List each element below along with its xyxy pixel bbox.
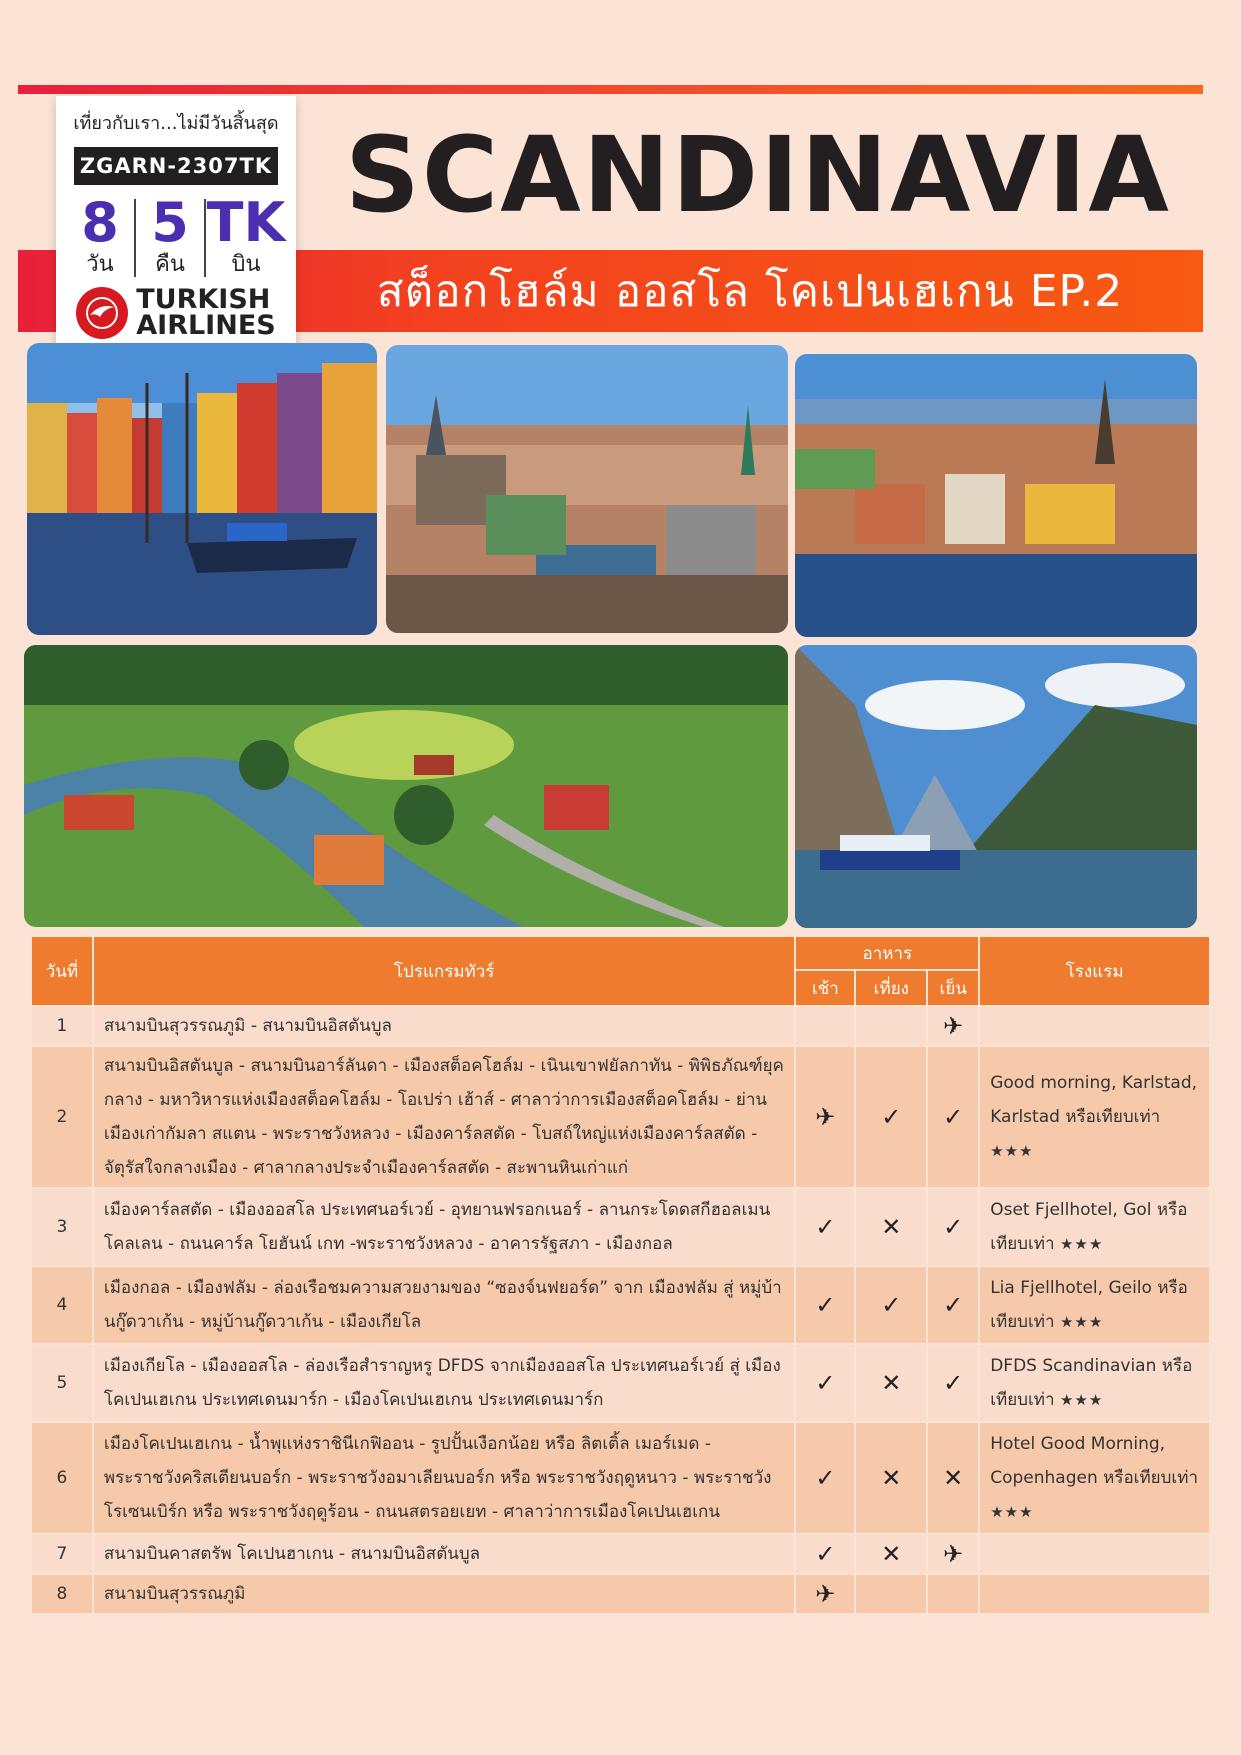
days-value: 8 — [81, 191, 119, 254]
day-cell: 3 — [31, 1188, 93, 1266]
header-hotel: โรงแรม — [979, 936, 1210, 1006]
lunch-cell: ✕ — [855, 1344, 927, 1422]
day-cell: 6 — [31, 1422, 93, 1534]
airline-logo — [56, 284, 296, 341]
hotel-name: Lia Fjellhotel, Geilo หรือเทียบเท่า — [990, 1278, 1188, 1332]
tour-badge — [56, 96, 296, 368]
nights-stat — [136, 193, 204, 279]
dinner-cell — [927, 1574, 979, 1614]
program-cell: สนามบินสุวรรณภูมิ - สนามบินอิสตันบูล — [93, 1006, 796, 1046]
table-row — [31, 1006, 1210, 1046]
stockholm-gamla-stan-photo — [795, 354, 1197, 637]
dinner-cell: ✈ — [927, 1006, 979, 1046]
dinner-cell: ✈ — [927, 1534, 979, 1574]
days-label: วัน — [86, 252, 114, 277]
hotel-cell — [979, 1534, 1210, 1574]
program-cell: สนามบินคาสตรัพ โคเปนฮาเกน - สนามบินอิสตันบูล — [93, 1534, 796, 1574]
program-cell: สนามบินอิสตันบูล - สนามบินอาร์ลันดา - เมืองสต็อคโฮล์ม - เนินเขาฟยัลกาทัน - พิพิธภัณฑ์ยุคกลาง - มหาวิหารแห่งเมืองสต็อคโฮล์ม - โอเปร่า เฮ้าส์ - ศาลาว่าการเมืองสต็อคโฮล์ม - ย่านเมืองเก่ากัมลา สแตน - พระราชวังหลวง - เมืองคาร์ลสตัด - โบสถ์ใหญ่แห่งเมืองคาร์ลสตัด - จัตุรัสใจกลางเมือง - ศาลากลางประจำเมืองคาร์ลสตัด - สะพานหินเก่าแก่ — [93, 1046, 796, 1188]
hotel-name: DFDS Scandinavian หรือเทียบเท่า — [990, 1356, 1193, 1410]
nights-value: 5 — [151, 191, 189, 254]
tour-stats — [56, 193, 296, 279]
table-row — [31, 1188, 1210, 1266]
hotel-cell — [979, 1046, 1210, 1188]
airline-stat — [206, 193, 286, 279]
airline-name-line2: AIRLINES — [136, 310, 276, 341]
program-cell: เมืองกอล - เมืองฟลัม - ล่องเรือชมความสวยงามของ “ซองจ์นฟยอร์ด” จาก เมืองฟลัม สู่ หมู่บ้านกู๊ดวาเก้น - หมู่บ้านกู๊ดวาเก้น - เมืองเกียโล — [93, 1266, 796, 1344]
page-title: SCANDINAVIA — [345, 114, 1171, 236]
table-row — [31, 1422, 1210, 1534]
route-subtitle: สต็อกโฮล์ม ออสโล โคเปนเฮเกน EP.2 — [376, 266, 1124, 317]
days-stat — [66, 193, 134, 279]
nights-label: คืน — [155, 252, 185, 277]
hotel-cell — [979, 1574, 1210, 1614]
itinerary-table — [30, 935, 1211, 1615]
airline-name-line1: TURKISH — [136, 284, 271, 315]
hotel-cell — [979, 1266, 1210, 1344]
day-cell: 7 — [31, 1534, 93, 1574]
breakfast-cell: ✓ — [795, 1422, 855, 1534]
breakfast-cell: ✓ — [795, 1188, 855, 1266]
table-row — [31, 1344, 1210, 1422]
nyhavn-photo — [27, 343, 377, 635]
header-lunch: เที่ยง — [855, 970, 927, 1006]
airline-code-label: บิน — [231, 252, 261, 277]
hotel-stars: ★★★ — [990, 1142, 1034, 1160]
day-cell: 2 — [31, 1046, 93, 1188]
hotel-stars: ★★★ — [1059, 1313, 1104, 1331]
tour-code: ZGARN-2307TK — [74, 147, 278, 185]
hotel-cell — [979, 1188, 1210, 1266]
lunch-cell: ✓ — [855, 1046, 927, 1188]
header-dinner: เย็น — [927, 970, 979, 1006]
hotel-stars: ★★★ — [1059, 1391, 1104, 1409]
hotel-name: Hotel Good Morning, Copenhagen หรือเทียบเท่า — [990, 1434, 1198, 1488]
table-row — [31, 1574, 1210, 1614]
dinner-cell: ✓ — [927, 1344, 979, 1422]
breakfast-cell: ✈ — [795, 1046, 855, 1188]
breakfast-cell: ✓ — [795, 1534, 855, 1574]
turkish-airlines-bird-icon — [76, 287, 128, 339]
dinner-cell: ✓ — [927, 1188, 979, 1266]
header-meals: อาหาร — [795, 936, 979, 970]
program-cell: สนามบินสุวรรณภูมิ — [93, 1574, 796, 1614]
breakfast-cell: ✓ — [795, 1344, 855, 1422]
breakfast-cell — [795, 1006, 855, 1046]
dinner-cell: ✕ — [927, 1422, 979, 1534]
hotel-stars: ★★★ — [1059, 1235, 1104, 1253]
hotel-cell — [979, 1344, 1210, 1422]
airline-code: TK — [206, 191, 286, 254]
lunch-cell — [855, 1574, 927, 1614]
day-cell: 8 — [31, 1574, 93, 1614]
lunch-cell: ✕ — [855, 1188, 927, 1266]
table-row — [31, 1266, 1210, 1344]
hotel-cell — [979, 1422, 1210, 1534]
header-breakfast: เช้า — [795, 970, 855, 1006]
program-cell: เมืองคาร์ลสตัด - เมืองออสโล ประเทศนอร์เวย์ - อุทยานฟรอกเนอร์ - ลานกระโดดสกีฮอลเมนโคลเลน - ถนนคาร์ล โยฮันน์ เกท -พระราชวังหลวง - อาคารรัฐสภา - เมืองกอล — [93, 1188, 796, 1266]
program-cell: เมืองโคเปนเฮเกน - น้ำพุแห่งราชินีเกฟิออน - รูปปั้นเงือกน้อย หรือ ลิตเติ้ล เมอร์เมด - พระราชวังคริสเตียนบอร์ก - พระราชวังอมาเลียนบอร์ก หรือ พระราชวังฤดูหนาว - พระราชวังโรเซนเบิร์ก หรือ พระราชวังฤดูร้อน - ถนนสตรอยเยท - ศาลาว่าการเมืองโคเปนเฮเกน — [93, 1422, 796, 1534]
hotel-stars: ★★★ — [990, 1503, 1034, 1521]
table-row — [31, 1534, 1210, 1574]
header-day: วันที่ — [31, 936, 93, 1006]
hotel-cell — [979, 1006, 1210, 1046]
breakfast-cell: ✓ — [795, 1266, 855, 1344]
lunch-cell: ✕ — [855, 1422, 927, 1534]
copenhagen-city-photo — [386, 345, 788, 633]
lunch-cell: ✕ — [855, 1534, 927, 1574]
fjord-cruise-photo — [795, 645, 1197, 928]
norwegian-village-photo — [24, 645, 788, 927]
airline-name — [136, 284, 276, 341]
program-cell: เมืองเกียโล - เมืองออสโล - ล่องเรือสำราญหรู DFDS จากเมืองออสโล ประเทศนอร์เวย์ สู่ เมืองโคเปนเฮเกน ประเทศเดนมาร์ก - เมืองโคเปนเฮเกน ประเทศเดนมาร์ก — [93, 1344, 796, 1422]
dinner-cell: ✓ — [927, 1266, 979, 1344]
breakfast-cell: ✈ — [795, 1574, 855, 1614]
hotel-name: Good morning, Karlstad, Karlstad หรือเทียบเท่า — [990, 1073, 1198, 1127]
dinner-cell: ✓ — [927, 1046, 979, 1188]
top-accent-line — [18, 85, 1203, 94]
day-cell: 5 — [31, 1344, 93, 1422]
header-program: โปรแกรมทัวร์ — [93, 936, 796, 1006]
slogan: เที่ยวกับเรา...ไม่มีวันสิ้นสุด — [73, 113, 279, 134]
day-cell: 1 — [31, 1006, 93, 1046]
day-cell: 4 — [31, 1266, 93, 1344]
lunch-cell — [855, 1006, 927, 1046]
hotel-name: Oset Fjellhotel, Gol หรือเทียบเท่า — [990, 1200, 1188, 1254]
table-row — [31, 1046, 1210, 1188]
lunch-cell: ✓ — [855, 1266, 927, 1344]
